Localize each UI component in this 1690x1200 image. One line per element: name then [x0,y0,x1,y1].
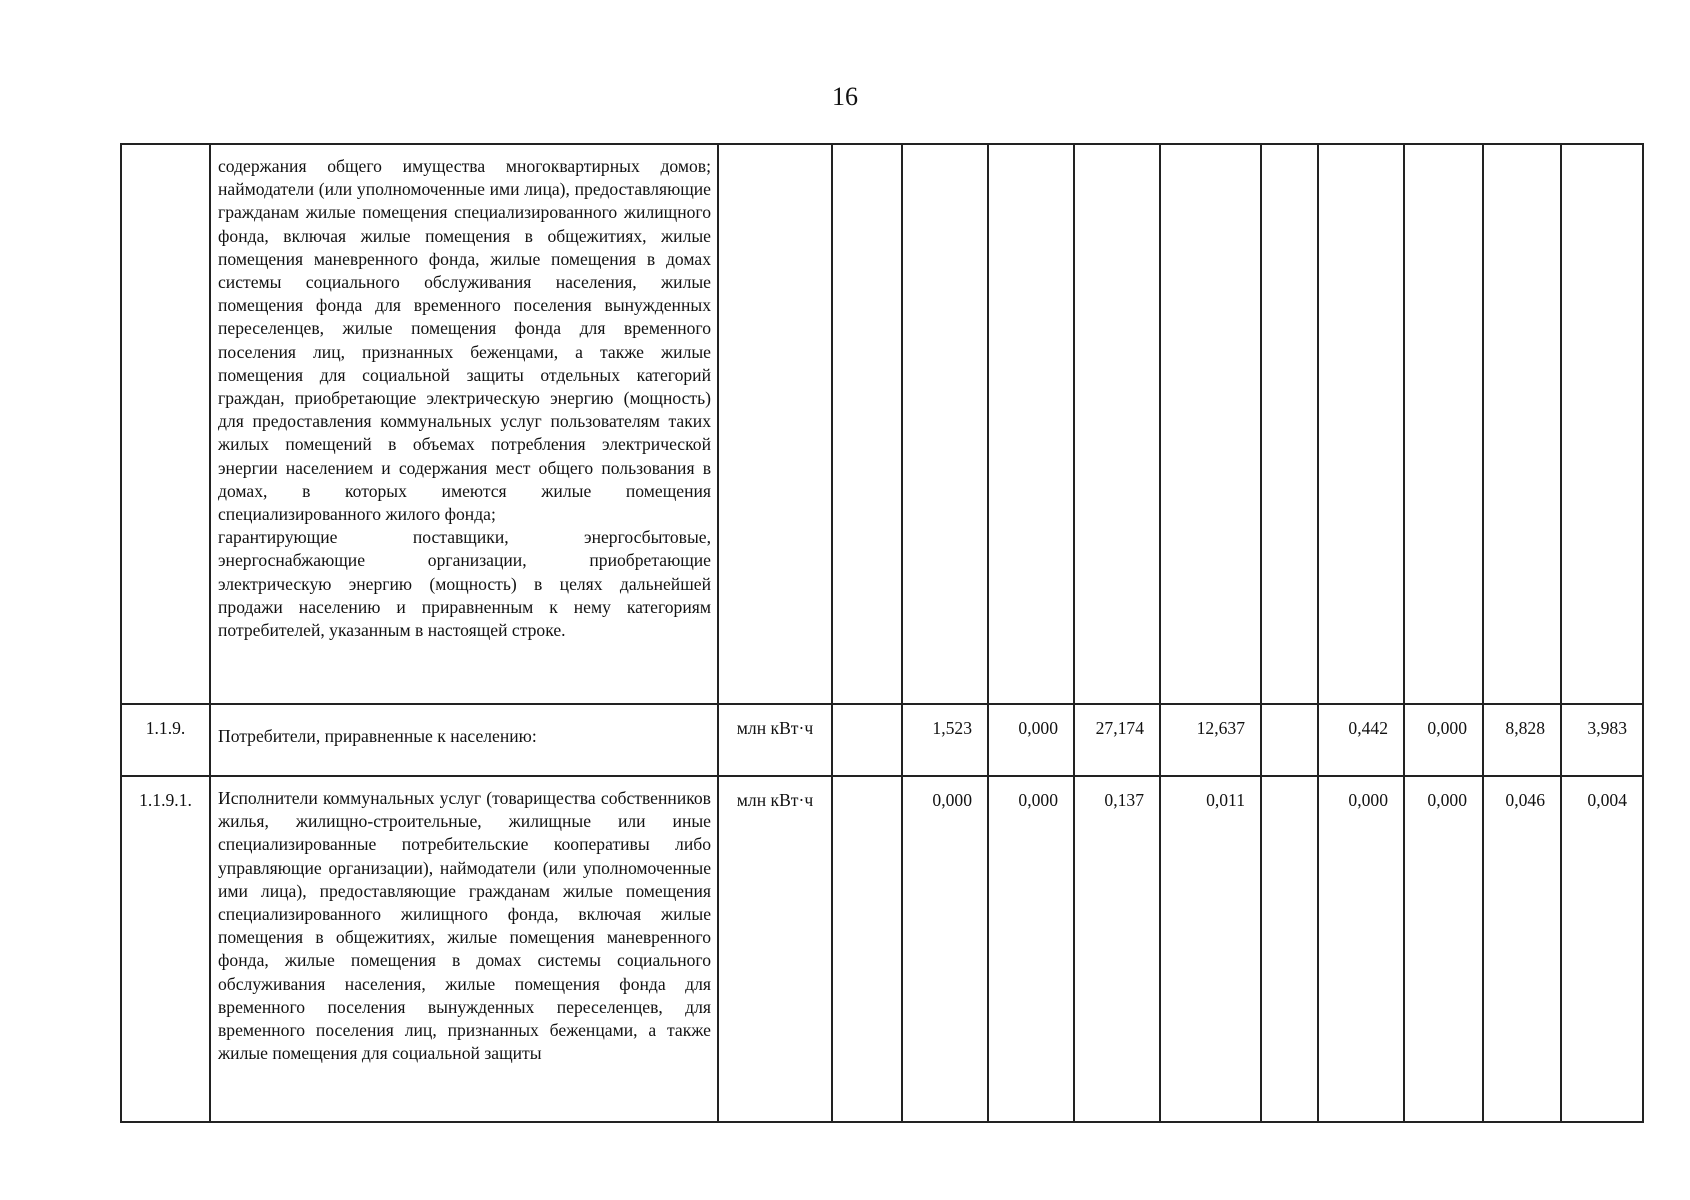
row-description [210,144,718,704]
row-number: 1.1.9. [121,704,210,776]
value-cell: 0,000 [1318,776,1404,1122]
value-cell: 0,000 [1404,776,1483,1122]
table-row [121,144,1643,704]
description-paragraph: содержания общего имущества многоквартирных домов; наймодатели (или уполномоченные ими лица), предоставляющие гражданам жилые помещения специализированного жилищного фонда, включая жилые помещения в общежитиях, жилые помещения маневренного фонда, жилые помещения в домах системы социального обслуживания населения, жилые помещения фонда для временного поселения вынужденных переселенцев, жилые помещения фонда для временного поселения лиц, признанных беженцами, а также жилые помещения для социальной защиты отдельных категорий граждан, приобретающие электрическую энергию (мощность) для предоставления коммунальных услуг пользователям таких жилых помещений в объемах потребления электрической энергии населением и содержания мест общего пользования в домах, в которых имеются жилые помещения специализированного жилого фонда; [218,156,711,525]
value-cell: 8,828 [1483,704,1561,776]
row-number: 1.1.9.1. [121,776,210,1122]
value-cell [832,704,902,776]
value-cell [1261,776,1318,1122]
value-cell: 0,442 [1318,704,1404,776]
tariff-table [120,143,1644,1123]
value-cell: 27,174 [1074,704,1160,776]
value-cell: 0,011 [1160,776,1261,1122]
value-cell [1318,144,1404,704]
value-cell: 0,000 [902,776,988,1122]
value-cell [832,776,902,1122]
row-description: Потребители, приравненные к населению: [210,704,718,776]
value-cell: 12,637 [1160,704,1261,776]
value-cell: 0,004 [1561,776,1643,1122]
value-cell [1074,144,1160,704]
value-cell: 0,000 [1404,704,1483,776]
value-cell: 0,046 [1483,776,1561,1122]
value-cell [1483,144,1561,704]
description-paragraph: гарантирующие поставщики, энергосбытовые, энергоснабжающие организации, приобретающие электрическую энергию (мощность) в целях дальнейшей продажи населению и приравненным к нему категориям потребителей, указанным в настоящей строке. [218,527,711,641]
row-description: Исполнители коммунальных услуг (товарищества собственников жилья, жилищно-строительные, жилищные или иные специализированные потребительские кооперативы либо управляющие организации), наймодатели (или уполномоченные ими лица), предоставляющие гражданам жилые помещения специализированного жилищного фонда, включая жилые помещения в общежитиях, жилые помещения маневренного фонда, жилые помещения в домах системы социального обслуживания населения, жилые помещения фонда для временного поселения вынужденных переселенцев, для временного поселения лиц, признанных беженцами, а также жилые помещения для социальной защиты [210,776,718,1122]
unit-cell: млн кВт·ч [718,704,832,776]
value-cell [1404,144,1483,704]
table-row [121,776,1643,1122]
value-cell [902,144,988,704]
row-number [121,144,210,704]
value-cell: 0,000 [988,776,1074,1122]
value-cell [832,144,902,704]
value-cell: 0,000 [988,704,1074,776]
table-row [121,704,1643,776]
value-cell [988,144,1074,704]
page-number: 16 [832,82,858,111]
value-cell: 1,523 [902,704,988,776]
value-cell [1261,144,1318,704]
unit-cell: млн кВт·ч [718,776,832,1122]
value-cell [1261,704,1318,776]
unit-cell [718,144,832,704]
value-cell [1561,144,1643,704]
value-cell [1160,144,1261,704]
value-cell: 0,137 [1074,776,1160,1122]
value-cell: 3,983 [1561,704,1643,776]
